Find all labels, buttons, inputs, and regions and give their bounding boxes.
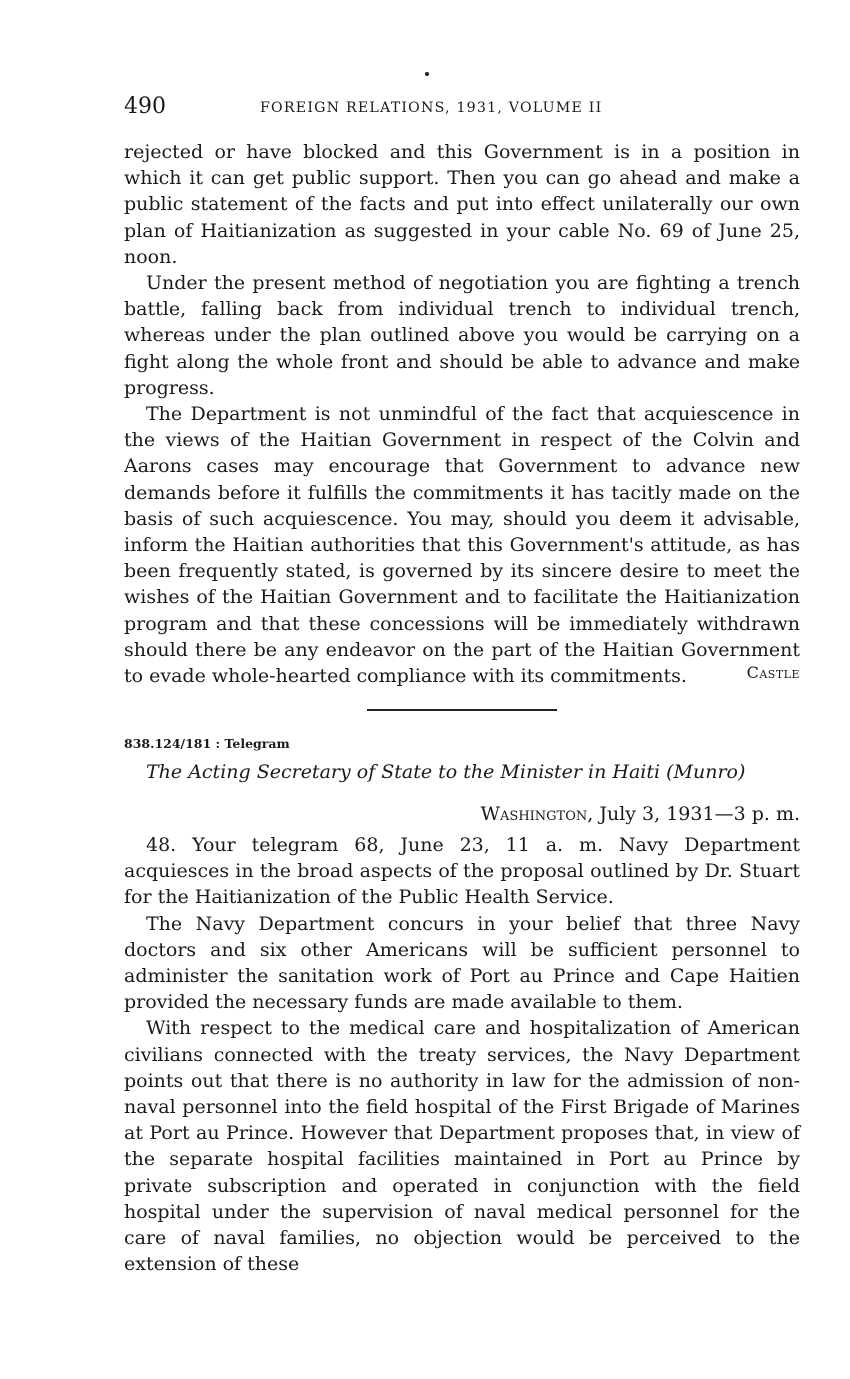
running-title: FOREIGN RELATIONS, 1931, VOLUME II <box>260 100 603 116</box>
section-divider <box>367 709 557 711</box>
file-reference: 838.124/181 : Telegram <box>124 736 290 751</box>
page-number: 490 <box>124 94 166 119</box>
dateline <box>481 800 801 828</box>
document-heading: The Acting Secretary of State to the Minister in Haiti (Munro) <box>146 761 746 783</box>
previous-document-body <box>124 139 800 689</box>
signature: Castle <box>746 663 800 682</box>
paragraph: The Navy Department concurs in your belief that three Navy doctors and six other Americans will be sufficient personnel to administer the sanitation work of Port au Prince and Cape Haitien provided the necessary funds are made available to them. <box>124 912 800 1014</box>
paragraph: Under the present method of negotiation you are fighting a trench battle, falling back from individual trench to individual trench, whereas under the plan outlined above you would be carrying on a fight along the whole front and should be able to advance and make progress. <box>124 272 800 399</box>
paragraph: 48. Your telegram 68, June 23, 11 a. m. Navy Department acquiesces in the broad aspects of the proposal outlined by Dr. Stuart for the Haitianization of the Public Health Service. <box>124 834 800 909</box>
paragraph: The Department is not unmindful of the fact that acquiescence in the views of the Haitian Government in respect of the Colvin and Aarons cases may encourage that Government to advance new demands before it fulfills the commitments it has tacitly made on the basis of such acquiescence. You may, should you deem it advisable, inform the Haitian authorities that this Government's attitude, as has been frequently stated, is governed by its sincere desire to meet the wishes of the Haitian Government and to facilitate the Haitianization program and that these concessions will be immediately withdrawn should there be any endeavor on the part of the Haitian Government to evade whole-hearted compliance with its commitments. <box>124 403 800 688</box>
telegram-body <box>124 832 800 1277</box>
page-header <box>124 93 800 123</box>
paragraph-continuation: rejected or have blocked and this Government is in a position in which it can get public support. Then you can go ahead and make a public statement of the facts and put into effect unilaterally our own plan of Haitianization as suggested in your cable No. 69 of June 25, noon. <box>124 141 800 268</box>
dateline-date: , July 3, 1931—3 p. m. <box>587 803 800 825</box>
dateline-place: Washington <box>480 803 588 825</box>
paragraph: With respect to the medical care and hospitalization of American civilians connected with the treaty services, the Navy Department points out that there is no authority in law for the admission of non-naval personnel into the field hospital of the First Brigade of Marines at Port au Prince. However that Department proposes that, in view of the separate hospital facilities maintained in Port au Prince by private subscription and operated in conjunction with the field hospital under the supervision of naval medical personnel for the care of naval families, no objection would be perceived to the extension of these <box>124 1017 800 1276</box>
stray-print-mark <box>425 72 429 76</box>
